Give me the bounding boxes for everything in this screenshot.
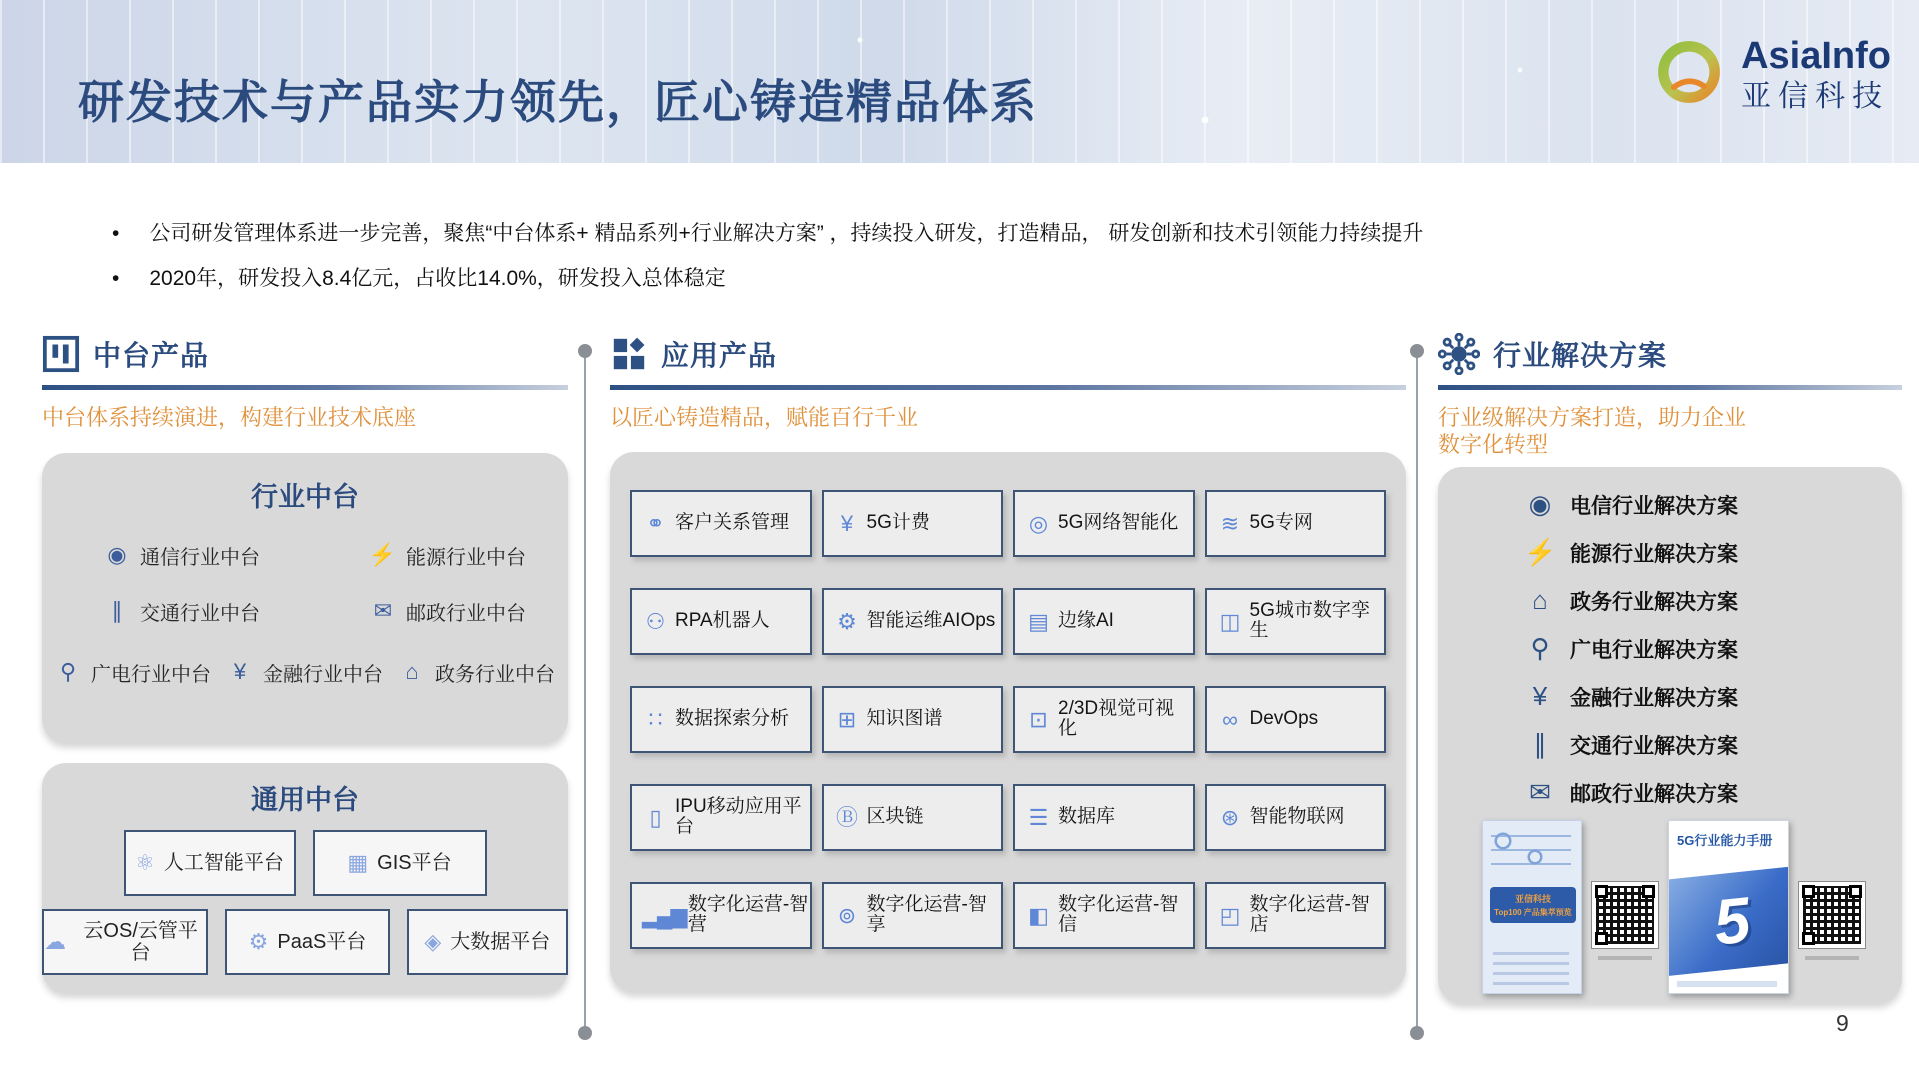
booklet-5g-handbook-cover — [1668, 820, 1789, 994]
qr-code — [1591, 881, 1659, 949]
general-platform-panel — [42, 763, 568, 993]
product-box — [1205, 588, 1387, 655]
solution-item — [1524, 577, 1902, 625]
gis-map-icon: ▦ — [347, 849, 369, 875]
page-number: 9 — [1836, 1010, 1849, 1036]
iot-icon: ⊛ — [1220, 804, 1238, 830]
section-app-products — [610, 332, 1406, 992]
product-box — [822, 490, 1004, 557]
product-label: IPU移动应用平台 — [675, 796, 802, 838]
platform-item — [104, 597, 260, 626]
platform-item — [55, 658, 211, 687]
solution-item — [1524, 481, 1902, 529]
mobile-phone-icon: ▯ — [649, 804, 660, 830]
product-label: 数字化运营-智营 — [687, 894, 809, 936]
booklet-title-line: 亚信科技 — [1514, 893, 1551, 904]
power-tower-icon: ⚡ — [368, 542, 396, 568]
product-box — [822, 882, 1004, 949]
cloud-icon: ☁ — [44, 928, 66, 954]
solution-item — [1524, 721, 1902, 769]
concentric-rings-icon: ◎ — [1028, 510, 1047, 536]
platform-label: 大数据平台 — [450, 930, 551, 953]
product-box — [630, 490, 812, 557]
solution-item — [1524, 769, 1902, 817]
solution-item — [1524, 529, 1902, 577]
platform-label: 广电行业中台 — [91, 663, 211, 686]
product-box — [1205, 490, 1387, 557]
antenna-icon: ◉ — [1528, 489, 1552, 520]
booklet-artwork — [1491, 831, 1571, 877]
booklet-title-line: Top100 产品集萃预览 — [1494, 907, 1572, 917]
product-label: 知识图谱 — [866, 708, 943, 730]
section-subtitle — [1438, 405, 1902, 459]
product-box — [1013, 490, 1195, 557]
blockchain-b-icon: Ⓑ — [835, 804, 856, 830]
panel-title: 行业中台 — [251, 481, 359, 512]
finance-yuan-icon: ¥ — [1532, 681, 1548, 712]
column-divider — [584, 346, 586, 1038]
booklets-row — [1482, 819, 1902, 995]
knowledge-book-icon: ⊞ — [837, 706, 855, 732]
bullet-marker: • — [112, 267, 120, 291]
people-group-icon: ⚭ — [646, 510, 663, 536]
solution-label: 电信行业解决方案 — [1570, 494, 1738, 518]
platform-box — [42, 909, 208, 975]
product-box — [630, 686, 812, 753]
product-box — [1205, 882, 1387, 949]
power-tower-icon: ⚡ — [1524, 537, 1557, 568]
product-box — [1013, 882, 1195, 949]
product-box — [1013, 784, 1195, 851]
section-header — [42, 332, 568, 376]
product-label: 数字化运营-智享 — [866, 894, 987, 936]
antenna-icon: ◉ — [107, 542, 127, 568]
product-box — [630, 588, 812, 655]
column-divider — [1416, 346, 1418, 1038]
booklet-title: 5G行业能力手册 — [1677, 832, 1773, 848]
product-label: 智能物联网 — [1249, 806, 1345, 828]
product-label: 区块链 — [866, 806, 924, 828]
booklet-artwork — [1668, 865, 1789, 976]
platform-box — [124, 830, 296, 896]
product-box — [630, 882, 812, 949]
section-title: 应用产品 — [661, 340, 778, 371]
cards-icon: ◧ — [1028, 902, 1047, 928]
government-building-icon: ⌂ — [405, 659, 419, 685]
bigdata-icon: ◈ — [424, 928, 442, 954]
solution-label: 金融行业解决方案 — [1570, 686, 1738, 710]
solution-label: 政务行业解决方案 — [1570, 590, 1738, 614]
platform-item — [369, 541, 526, 570]
platform-label: PaaS平台 — [277, 930, 367, 953]
qr-code — [1798, 881, 1866, 949]
database-icon: ☰ — [1028, 804, 1047, 830]
industry-platform-panel — [42, 453, 568, 743]
logo-text-cn: 亚信科技 — [1741, 79, 1890, 113]
app-products-panel — [610, 452, 1406, 992]
yuan-refresh-icon: ¥ — [840, 510, 852, 536]
page-title: 研发技术与产品实力领先，匠心铸造精品体系 — [78, 76, 1038, 128]
qr-finder-pattern — [1642, 885, 1655, 898]
section-header — [610, 332, 1406, 376]
platform-label: 能源行业中台 — [406, 546, 526, 569]
subtitle-line: 数字化转型 — [1438, 431, 1549, 457]
bar-chart-icon: ▂▄▆ — [642, 902, 686, 928]
section-title: 行业解决方案 — [1493, 340, 1668, 371]
industry-solutions-icon — [1438, 333, 1480, 375]
product-label: 智能运维AIOps — [866, 610, 996, 632]
divider-dot — [578, 344, 592, 358]
product-box — [1205, 784, 1387, 851]
subtitle-line: 行业级解决方案打造，助力企业 — [1438, 405, 1747, 430]
qr-caption — [1805, 956, 1859, 960]
solutions-panel — [1438, 467, 1902, 1003]
product-box — [822, 588, 1004, 655]
app-products-icon — [610, 335, 648, 373]
paas-cubes-icon: ⚙ — [248, 928, 269, 954]
section-underline — [1438, 385, 1902, 390]
asiainfo-logo — [1651, 34, 1891, 115]
product-box — [1013, 588, 1195, 655]
divider-dot — [578, 1026, 592, 1040]
section-middle-platform — [42, 332, 568, 993]
platform-label: 政务行业中台 — [435, 663, 555, 686]
platform-label: 交通行业中台 — [140, 602, 260, 625]
edge-server-icon: ▤ — [1028, 608, 1047, 634]
summary-bullets — [112, 220, 1792, 311]
platform-box — [407, 909, 568, 975]
section-industry-solutions — [1438, 332, 1902, 1003]
product-label: 边缘AI — [1058, 610, 1114, 632]
booklet-top100-cover — [1482, 820, 1582, 994]
postal-icon: ✉ — [1529, 777, 1551, 808]
product-label: 5G专网 — [1249, 512, 1313, 534]
qr-finder-pattern — [1595, 885, 1608, 898]
panel-title: 通用中台 — [251, 784, 359, 815]
qr-finder-pattern — [1849, 885, 1862, 898]
data-dots-icon: ∷ — [648, 706, 661, 732]
robot-icon: ⚇ — [645, 608, 664, 634]
highway-icon: ∥ — [111, 598, 123, 624]
platform-item — [227, 658, 383, 687]
logo-text-en: AsiaInfo — [1741, 34, 1891, 77]
product-label: 5G城市数字孪生 — [1249, 600, 1370, 642]
platform-label: 云OS/云管平台 — [83, 919, 198, 964]
satellite-dish-icon: ⚲ — [1530, 633, 1550, 664]
solution-item — [1524, 625, 1902, 673]
section-subtitle: 中台体系持续演进，构建行业技术底座 — [42, 405, 417, 430]
product-box — [1013, 686, 1195, 753]
qr-caption — [1598, 956, 1652, 960]
section-header — [1438, 332, 1902, 376]
product-label: 数据探索分析 — [675, 708, 790, 730]
booklet-artwork — [1677, 981, 1777, 987]
product-label: 2/3D视觉可视化 — [1058, 698, 1175, 740]
solution-label: 交通行业解决方案 — [1570, 734, 1738, 758]
product-label: DevOps — [1249, 708, 1319, 730]
cube-3d-icon: ⊡ — [1029, 706, 1046, 732]
header-banner — [0, 0, 1919, 163]
qr-finder-pattern — [1595, 932, 1608, 945]
solution-item — [1524, 673, 1902, 721]
government-building-icon: ⌂ — [1532, 585, 1548, 616]
bullet-item — [112, 220, 1792, 248]
bullet-text: 2020年，研发投入8.4亿元，占收比14.0%，研发投入总体稳定 — [149, 267, 726, 291]
qr-finder-pattern — [1802, 932, 1815, 945]
gear-icon: ⚙ — [837, 608, 855, 634]
highway-icon: ∥ — [1533, 729, 1547, 760]
divider-dot — [1410, 1026, 1424, 1040]
divider-dot — [1410, 344, 1424, 358]
product-box — [1205, 686, 1387, 753]
booklet-artwork — [1493, 951, 1569, 985]
platform-label: 金融行业中台 — [263, 663, 383, 686]
product-box — [822, 686, 1004, 753]
platform-label: 人工智能平台 — [163, 851, 284, 874]
product-label: 客户关系管理 — [675, 512, 790, 534]
product-label: 5G计费 — [866, 512, 930, 534]
product-label: 数字化运营-智信 — [1058, 894, 1179, 936]
product-label: 数字化运营-智店 — [1249, 894, 1370, 936]
wifi-5g-icon: ≋ — [1220, 510, 1238, 536]
postal-icon: ✉ — [373, 598, 393, 624]
qr-finder-pattern — [1802, 885, 1815, 898]
platform-label: 通信行业中台 — [140, 546, 260, 569]
platform-item — [104, 541, 260, 570]
middle-platform-icon — [42, 335, 80, 373]
platform-item — [370, 597, 526, 626]
solution-label: 能源行业解决方案 — [1570, 542, 1738, 566]
product-box — [630, 784, 812, 851]
devops-pipeline-icon: ∞ — [1222, 706, 1236, 732]
platform-box — [313, 830, 487, 896]
storefront-icon: ◰ — [1219, 902, 1239, 928]
section-subtitle: 以匠心铸造精品，赋能百行千业 — [610, 405, 919, 430]
section-underline — [42, 385, 568, 390]
city-buildings-icon: ◫ — [1219, 608, 1239, 634]
product-label: 数据库 — [1058, 806, 1116, 828]
platform-label: GIS平台 — [377, 851, 452, 874]
solution-label: 邮政行业解决方案 — [1570, 782, 1738, 806]
platform-item — [399, 658, 555, 687]
asiainfo-ring-logo — [1651, 34, 1727, 115]
solution-label: 广电行业解决方案 — [1570, 638, 1738, 662]
ai-platform-icon: ⚛ — [135, 849, 155, 875]
linked-rings-icon: ⊚ — [837, 902, 855, 928]
product-box — [822, 784, 1004, 851]
satellite-dish-icon: ⚲ — [59, 659, 77, 685]
finance-yuan-icon: ¥ — [233, 659, 247, 685]
section-underline — [610, 385, 1406, 390]
platform-label: 邮政行业中台 — [406, 602, 526, 625]
booklet-cover-glyph: 5 — [1710, 882, 1754, 959]
product-label: RPA机器人 — [675, 610, 770, 632]
section-title: 中台产品 — [93, 340, 210, 371]
bullet-text: 公司研发管理体系进一步完善，聚焦“中台体系+ 精品系列+行业解决方案” ，持续投入研发，打造精品， 研发创新和技术引领能力持续提升 — [149, 222, 1424, 245]
product-label: 5G网络智能化 — [1058, 512, 1179, 534]
platform-box — [225, 909, 389, 975]
bullet-item — [112, 265, 1792, 293]
bullet-marker: • — [112, 222, 120, 245]
